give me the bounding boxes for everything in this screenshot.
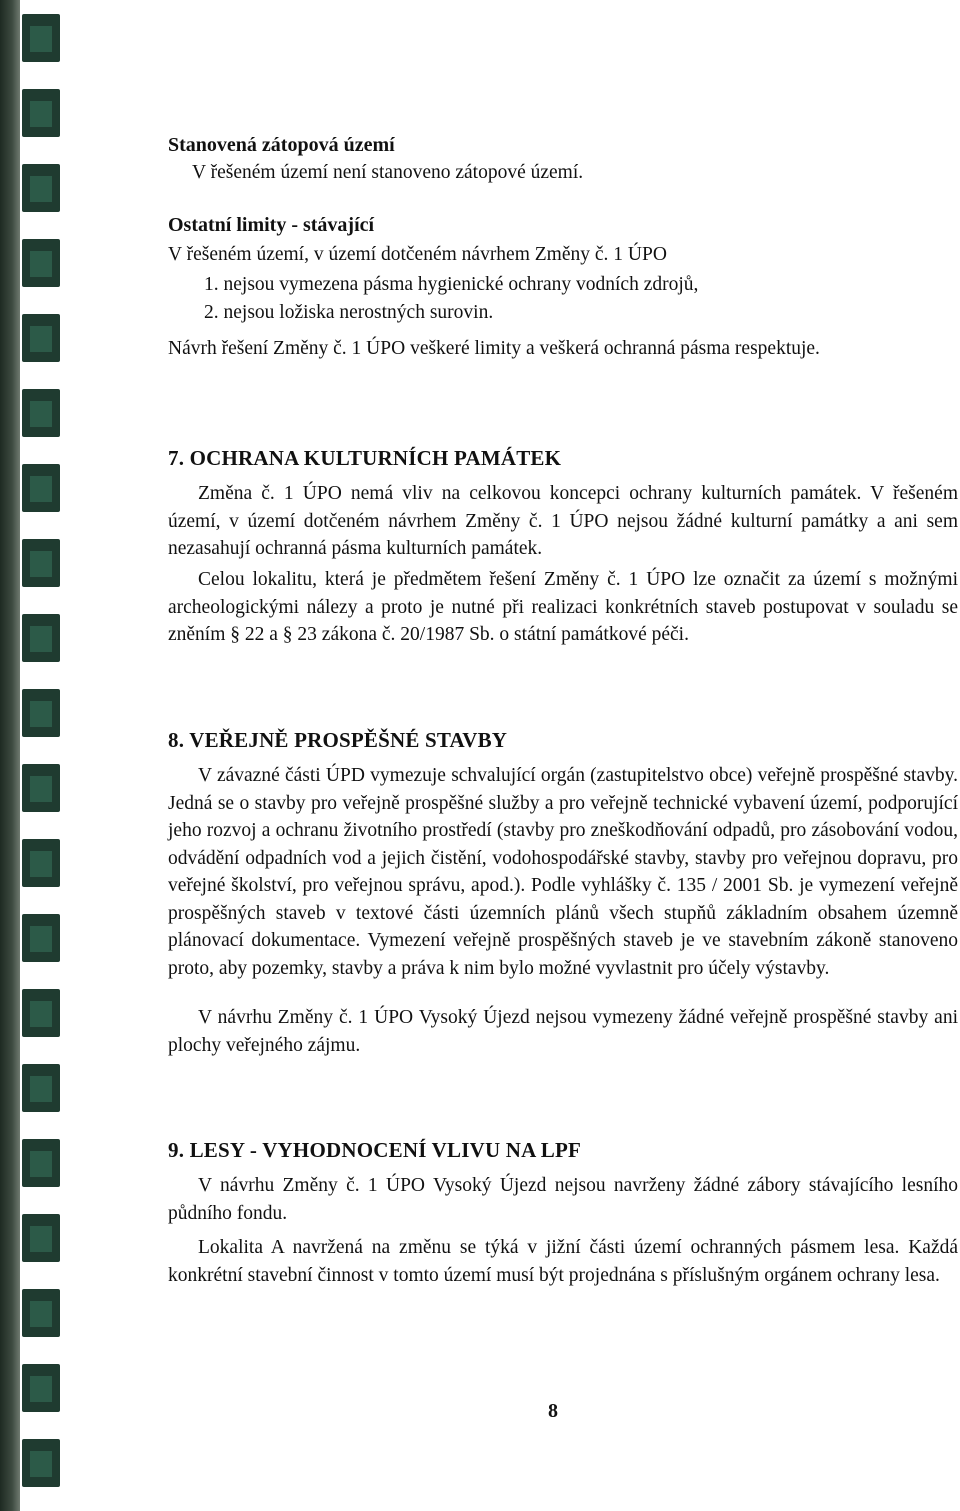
binding-ring	[22, 764, 60, 812]
section-9-paragraph-2: Lokalita A navržená na změnu se týká v jižní části území ochranných pásmem lesa. Každá konkrétní stavební činnost v tomto území musí být projednána s příslušným orgánem ochrany lesa.	[168, 1237, 958, 1286]
binding-ring	[22, 689, 60, 737]
section-8-paragraph-1: V závazné části ÚPD vymezuje schvalující orgán (zastupitelstvo obce) veřejně prospěšné stavby. Jedná se o stavby pro veřejně prospěšné služby a pro veřejně technické vybavení území, podporující jeho rozvoj a ochranu životního prostředí (stavby pro zneškodňování odpadů, pro zásobování vodou, odvádění odpadních vod a jejich čistění, vodohospodářské stavby, stavby pro veřejnou dopravu, pro veřejné školství, pro veřejnou správu, apod.). Podle vyhlášky č. 135 / 2001 Sb. je vymezení veřejně prospěšných staveb v textové části územních plánů všech stupňů základním obsahem územně plánovací dokumentace. Vymezení veřejně prospěšných staveb je ve stavebním zákoně stanoveno proto, aby pozemky, stavby a práva k nim bylo možné vyvlastnit pro účely výstavby.	[168, 765, 958, 979]
section-9-heading: 9. LESY - VYHODNOCENÍ VLIVU NA LPF	[168, 1138, 582, 1162]
binding-ring	[22, 464, 60, 512]
binding-ring	[22, 989, 60, 1037]
flood-zone-text: V řešeném území není stanoveno zátopové území.	[192, 162, 584, 183]
section-8-paragraph-2: V návrhu Změny č. 1 ÚPO Vysoký Újezd nejsou vymezeny žádné veřejně prospěšné stavby ani plochy veřejného zájmu.	[168, 1007, 958, 1056]
flood-zone-heading: Stanovená zátopová území	[168, 134, 395, 156]
binding-ring	[22, 614, 60, 662]
binding-ring	[22, 239, 60, 287]
binding-ring	[22, 164, 60, 212]
binding-ring	[22, 914, 60, 962]
binding-ring	[22, 1289, 60, 1337]
binding-ring	[22, 89, 60, 137]
binding-ring	[22, 14, 60, 62]
other-limits-heading: Ostatní limity - stávající	[168, 214, 375, 236]
section-7-heading: 7. OCHRANA KULTURNÍCH PAMÁTEK	[168, 446, 562, 470]
section-9-paragraph-1: V návrhu Změny č. 1 ÚPO Vysoký Újezd nejsou navrženy žádné zábory stávajícího lesního půdního fondu.	[168, 1175, 958, 1224]
other-limits-conclusion: Návrh řešení Změny č. 1 ÚPO veškeré limity a veškerá ochranná pásma respektuje.	[168, 338, 820, 359]
binding-ring	[22, 1214, 60, 1262]
other-limits-intro: V řešeném území, v území dotčeném návrhem Změny č. 1 ÚPO	[168, 244, 667, 265]
binding-ring	[22, 1064, 60, 1112]
section-7-paragraph-2: Celou lokalitu, která je předmětem řešení Změny č. 1 ÚPO lze označit za území s možnými archeologickými nálezy a proto je nutné při realizaci konkrétních staveb postupovat v souladu se zněním § 22 a § 23 zákona č. 20/1987 Sb. o státní památkové péči.	[168, 569, 958, 645]
binding-ring	[22, 389, 60, 437]
binding-ring	[22, 839, 60, 887]
section-8-heading: 8. VEŘEJNĚ PROSPĚŠNÉ STAVBY	[168, 728, 508, 752]
binding-ring	[22, 314, 60, 362]
binding-strip	[0, 0, 64, 1511]
other-limits-item-1: 1. nejsou vymezena pásma hygienické ochrany vodních zdrojů,	[204, 274, 699, 295]
page-number: 8	[548, 1400, 558, 1422]
section-7-paragraph-1: Změna č. 1 ÚPO nemá vliv na celkovou koncepci ochrany kulturních památek. V řešeném území, v území dotčeném návrhem Změny č. 1 ÚPO nejsou žádné kulturní památky a ani sem nezasahují ochranná pásma kulturních památek.	[168, 483, 958, 559]
binding-ring	[22, 1364, 60, 1412]
binding-spine	[0, 0, 20, 1511]
binding-ring	[22, 539, 60, 587]
binding-ring	[22, 1139, 60, 1187]
binding-ring	[22, 1439, 60, 1487]
other-limits-item-2: 2. nejsou ložiska nerostných surovin.	[204, 302, 494, 323]
